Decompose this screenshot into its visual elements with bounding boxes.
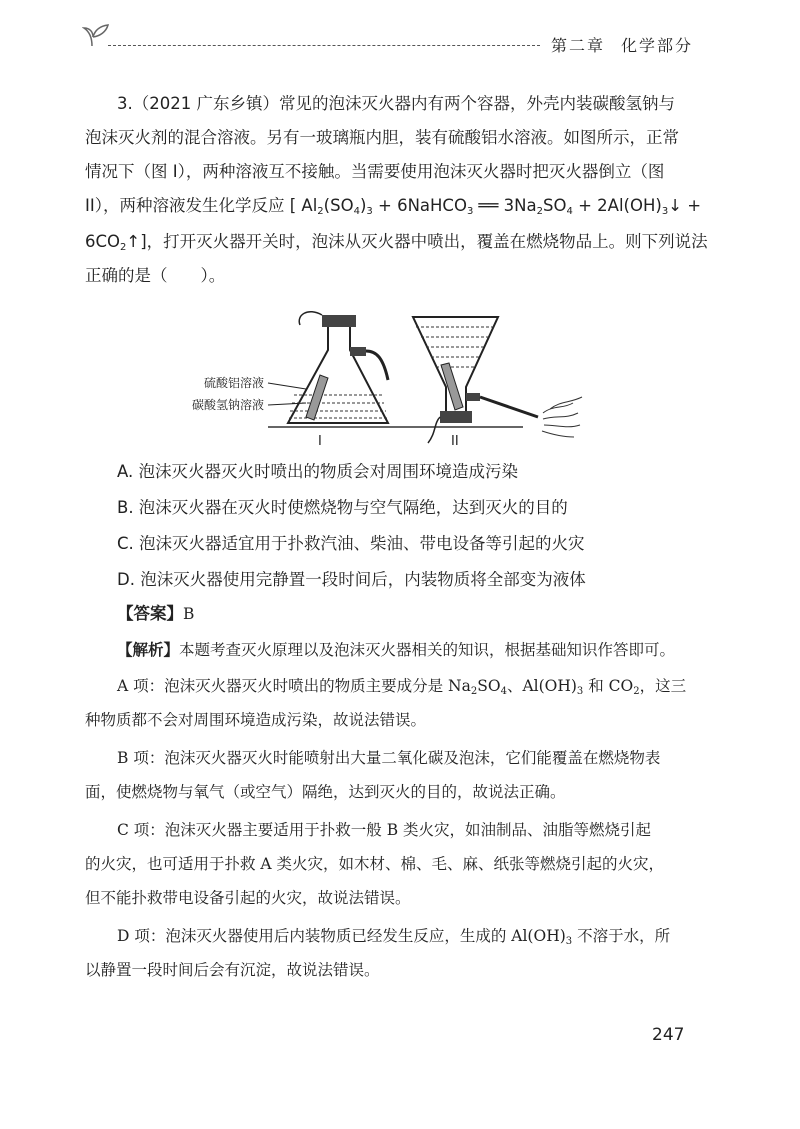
chapter-header [551,33,693,56]
option-b: B. 泡沫灭火器在灭火时使燃烧物与空气隔绝，达到灭火的目的 [117,498,568,517]
caption-figure-2: II [451,434,459,449]
analysis-a-line-1: A 项：泡沫灭火器灭火时喷出的物质主要成分是 $Na_2SO_4$、$Al(OH)_3$ 和 $CO_2$，这三 [117,677,687,697]
flask-upright [288,312,388,423]
section-title: 化学部分 [621,36,694,55]
option-c: C. 泡沫灭火器适宜用于扑救汽油、柴油、带电设备等引起的火灾 [117,534,585,553]
analysis-c-line-3: 但不能扑救带电设备引起的火灾，故说法错误。 [85,889,411,907]
question-line-6: 正确的是（ ）。 [85,266,226,285]
foam-spray [542,397,582,437]
question-line-1: 3.（2021 广东乡镇）常见的泡沫灭火器内有两个容器，外壳内装碳酸氢钠与 [117,94,675,113]
extinguisher-figure [178,305,618,455]
question-line-4-equation: II），两种溶液发生化学反应 [ $Al_2(SO_4)_3$ + 6NaHCO$_3$ ══ $3Na_2SO_4$ + $2Al(OH)_3↓$ + [85,196,702,217]
analysis-intro: 【解析】本题考查灭火原理以及泡沫灭火器相关的知识，根据基础知识作答即可。 [117,640,676,659]
analysis-b-line-1: B 项：泡沫灭火器灭火时能喷射出大量二氧化碳及泡沫，它们能覆盖在燃烧物表 [117,749,661,767]
answer-label: 【答案】 [117,604,183,623]
answer-line [117,602,194,626]
analysis-c-line-1: C 项：泡沫灭火器主要适用于扑救一般 B 类火灾，如油制品、油脂等燃烧引起 [117,821,652,839]
label-aluminum-sulfate: 硫酸铝溶液 [203,376,264,390]
chapter-title: 第二章 [551,36,606,55]
question-line-5: $6CO_2↑$]，打开灭火器开关时，泡沫从灭火器中喷出，覆盖在燃烧物品上。则下列说法 [85,232,708,253]
analysis-d-line-2: 以静置一段时间后会有沉淀，故说法错误。 [85,961,380,979]
answer-value: B [183,605,195,623]
analysis-d-line-1: D 项：泡沫灭火器使用后内装物质已经发生反应，生成的 $Al(OH)_3$ 不溶于水，所 [117,927,671,947]
analysis-label: 【解析】 [117,640,180,659]
flask-inverted [413,317,538,443]
analysis-c-line-2: 的火灾，也可适用于扑救 A 类火灾，如木材、棉、毛、麻、纸张等燃烧引起的火灾， [85,855,665,873]
leaf-icon [82,20,110,48]
page-number: 247 [652,1025,685,1045]
caption-figure-1: I [318,434,322,449]
option-d: D. 泡沫灭火器使用完静置一段时间后，内装物质将全部变为液体 [117,570,586,589]
label-sodium-bicarbonate: 碳酸氢钠溶液 [191,398,264,412]
question-line-2: 泡沫灭火剂的混合溶液。另有一玻璃瓶内胆，装有硫酸铝水溶液。如图所示，正常 [85,128,679,147]
analysis-a-line-2: 种物质都不会对周围环境造成污染，故说法错误。 [85,711,427,729]
question-line-3: 情况下（图 I），两种溶液互不接触。当需要使用泡沫灭火器时把灭火器倒立（图 [85,162,665,181]
analysis-b-line-2: 面，使燃烧物与氧气（或空气）隔绝，达到灭火的目的，故说法正确。 [85,783,566,801]
option-a: A. 泡沫灭火器灭火时喷出的物质会对周围环境造成污染 [117,462,518,481]
header-divider [108,45,540,46]
